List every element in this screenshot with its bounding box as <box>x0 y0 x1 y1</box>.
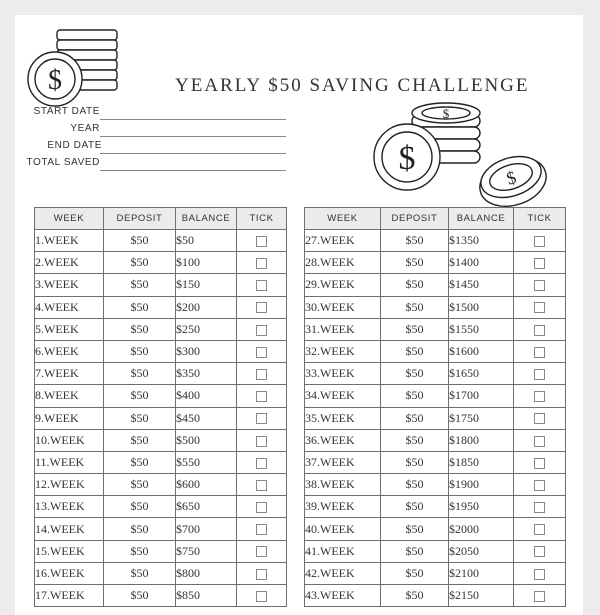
week-cell: 15.WEEK <box>35 540 104 562</box>
balance-cell: $2000 <box>449 518 514 540</box>
balance-cell: $400 <box>176 385 237 407</box>
tick-cell <box>237 407 287 429</box>
week-cell: 2.WEEK <box>35 252 104 274</box>
deposit-cell: $50 <box>381 474 449 496</box>
tick-cell <box>237 496 287 518</box>
tick-cell <box>514 363 566 385</box>
week-cell: 10.WEEK <box>35 429 104 451</box>
balance-cell: $150 <box>176 274 237 296</box>
deposit-cell: $50 <box>104 474 176 496</box>
week-cell: 40.WEEK <box>305 518 381 540</box>
deposit-cell: $50 <box>104 562 176 584</box>
balance-cell: $850 <box>176 585 237 607</box>
tick-cell <box>514 252 566 274</box>
balance-cell: $2100 <box>449 562 514 584</box>
tick-cell <box>237 429 287 451</box>
table-row <box>35 318 287 340</box>
balance-cell: $1850 <box>449 451 514 473</box>
week-cell: 33.WEEK <box>305 363 381 385</box>
deposit-cell: $50 <box>104 585 176 607</box>
table-row <box>35 385 287 407</box>
week-cell: 14.WEEK <box>35 518 104 540</box>
deposit-column-header: DEPOSIT <box>381 208 449 230</box>
deposit-cell: $50 <box>381 562 449 584</box>
table-row <box>305 274 566 296</box>
checkbox-icon[interactable] <box>534 325 545 336</box>
coin-pile-icon <box>370 100 550 210</box>
tick-cell <box>237 585 287 607</box>
start-date-field <box>15 106 100 122</box>
deposit-cell: $50 <box>104 318 176 340</box>
deposit-cell: $50 <box>104 296 176 318</box>
week-cell: 38.WEEK <box>305 474 381 496</box>
savings-table-right <box>304 207 566 607</box>
checkbox-icon[interactable] <box>534 369 545 380</box>
table-row <box>35 230 287 252</box>
balance-cell: $1400 <box>449 252 514 274</box>
table-row <box>35 518 287 540</box>
tick-cell <box>237 274 287 296</box>
checkbox-icon[interactable] <box>534 458 545 469</box>
checkbox-icon[interactable] <box>534 546 545 557</box>
table-header-row <box>305 208 566 230</box>
balance-cell: $750 <box>176 540 237 562</box>
checkbox-icon[interactable] <box>534 524 545 535</box>
tick-cell <box>237 296 287 318</box>
week-cell: 42.WEEK <box>305 562 381 584</box>
year-line[interactable] <box>100 136 286 137</box>
balance-cell: $1500 <box>449 296 514 318</box>
week-cell: 39.WEEK <box>305 496 381 518</box>
savings-sheet <box>15 15 583 615</box>
table-row <box>305 363 566 385</box>
deposit-cell: $50 <box>104 518 176 540</box>
balance-column-header: BALANCE <box>176 208 237 230</box>
deposit-cell: $50 <box>104 363 176 385</box>
deposit-cell: $50 <box>381 274 449 296</box>
checkbox-icon[interactable] <box>256 436 267 447</box>
tick-cell <box>514 385 566 407</box>
balance-cell: $2050 <box>449 540 514 562</box>
balance-cell: $1800 <box>449 429 514 451</box>
checkbox-icon[interactable] <box>256 413 267 424</box>
balance-cell: $600 <box>176 474 237 496</box>
svg-text:$: $ <box>398 140 416 177</box>
total-saved-line[interactable] <box>100 170 286 171</box>
table-row <box>305 496 566 518</box>
balance-cell: $1950 <box>449 496 514 518</box>
tick-column-header: TICK <box>514 208 566 230</box>
tick-cell <box>237 340 287 362</box>
checkbox-icon[interactable] <box>256 524 267 535</box>
deposit-cell: $50 <box>381 318 449 340</box>
balance-cell: $1700 <box>449 385 514 407</box>
checkbox-icon[interactable] <box>256 347 267 358</box>
tick-cell <box>237 252 287 274</box>
table-row <box>305 562 566 584</box>
balance-cell: $100 <box>176 252 237 274</box>
week-cell: 43.WEEK <box>305 585 381 607</box>
table-row <box>35 540 287 562</box>
balance-cell: $1900 <box>449 474 514 496</box>
checkbox-icon[interactable] <box>534 302 545 313</box>
start-date-label: START DATE <box>33 106 100 117</box>
tick-column-header: TICK <box>237 208 287 230</box>
week-cell: 5.WEEK <box>35 318 104 340</box>
tick-cell <box>514 562 566 584</box>
week-cell: 28.WEEK <box>305 252 381 274</box>
deposit-cell: $50 <box>381 230 449 252</box>
table-row <box>305 296 566 318</box>
deposit-cell: $50 <box>104 340 176 362</box>
table-row <box>305 518 566 540</box>
week-cell: 35.WEEK <box>305 407 381 429</box>
tick-cell <box>237 230 287 252</box>
deposit-cell: $50 <box>381 296 449 318</box>
balance-cell: $1650 <box>449 363 514 385</box>
week-cell: 29.WEEK <box>305 274 381 296</box>
balance-cell: $250 <box>176 318 237 340</box>
year-field <box>15 123 100 139</box>
svg-text:$: $ <box>503 167 519 189</box>
checkbox-icon[interactable] <box>534 569 545 580</box>
deposit-cell: $50 <box>381 496 449 518</box>
end-date-label: END DATE <box>47 140 102 151</box>
balance-cell: $1550 <box>449 318 514 340</box>
checkbox-icon[interactable] <box>534 413 545 424</box>
tick-cell <box>237 474 287 496</box>
table-row <box>35 429 287 451</box>
checkbox-icon[interactable] <box>256 546 267 557</box>
balance-cell: $300 <box>176 340 237 362</box>
deposit-column-header: DEPOSIT <box>104 208 176 230</box>
table-row <box>35 252 287 274</box>
week-cell: 7.WEEK <box>35 363 104 385</box>
deposit-cell: $50 <box>381 363 449 385</box>
svg-text:$: $ <box>442 106 450 121</box>
checkbox-icon[interactable] <box>256 369 267 380</box>
deposit-cell: $50 <box>381 407 449 429</box>
week-cell: 32.WEEK <box>305 340 381 362</box>
week-cell: 16.WEEK <box>35 562 104 584</box>
checkbox-icon[interactable] <box>256 280 267 291</box>
week-cell: 11.WEEK <box>35 451 104 473</box>
checkbox-icon[interactable] <box>256 591 267 602</box>
table-row <box>305 318 566 340</box>
table-header-row <box>35 208 287 230</box>
tick-cell <box>237 363 287 385</box>
balance-cell: $2150 <box>449 585 514 607</box>
table-row <box>35 585 287 607</box>
table-row <box>305 385 566 407</box>
checkbox-icon[interactable] <box>534 280 545 291</box>
balance-cell: $550 <box>176 451 237 473</box>
week-cell: 41.WEEK <box>305 540 381 562</box>
table-row <box>35 474 287 496</box>
tick-cell <box>514 451 566 473</box>
deposit-cell: $50 <box>381 451 449 473</box>
end-date-line[interactable] <box>100 153 286 154</box>
tick-cell <box>237 562 287 584</box>
svg-text:$: $ <box>48 65 62 96</box>
week-cell: 9.WEEK <box>35 407 104 429</box>
savings-table-left <box>34 207 287 607</box>
deposit-cell: $50 <box>381 540 449 562</box>
table-row <box>305 407 566 429</box>
week-cell: 37.WEEK <box>305 451 381 473</box>
tick-cell <box>514 274 566 296</box>
table-row <box>35 451 287 473</box>
deposit-cell: $50 <box>104 540 176 562</box>
balance-column-header: BALANCE <box>449 208 514 230</box>
balance-cell: $1350 <box>449 230 514 252</box>
checkbox-icon[interactable] <box>256 302 267 313</box>
deposit-cell: $50 <box>104 252 176 274</box>
coin-stack-icon <box>27 27 137 107</box>
checkbox-icon[interactable] <box>256 325 267 336</box>
table-row <box>35 296 287 318</box>
checkbox-icon[interactable] <box>534 591 545 602</box>
tick-cell <box>514 296 566 318</box>
tick-cell <box>514 407 566 429</box>
week-cell: 3.WEEK <box>35 274 104 296</box>
checkbox-icon[interactable] <box>534 436 545 447</box>
checkbox-icon[interactable] <box>534 480 545 491</box>
table-row <box>35 340 287 362</box>
table-row <box>35 274 287 296</box>
deposit-cell: $50 <box>104 429 176 451</box>
tick-cell <box>514 474 566 496</box>
checkbox-icon[interactable] <box>256 236 267 247</box>
deposit-cell: $50 <box>381 340 449 362</box>
balance-cell: $1450 <box>449 274 514 296</box>
checkbox-icon[interactable] <box>534 258 545 269</box>
page-title: YEARLY $50 SAVING CHALLENGE <box>175 75 530 96</box>
tick-cell <box>514 340 566 362</box>
deposit-cell: $50 <box>104 451 176 473</box>
week-cell: 30.WEEK <box>305 296 381 318</box>
checkbox-icon[interactable] <box>256 569 267 580</box>
checkbox-icon[interactable] <box>256 502 267 513</box>
deposit-cell: $50 <box>381 252 449 274</box>
year-label: YEAR <box>70 123 100 134</box>
table-row <box>305 451 566 473</box>
deposit-cell: $50 <box>104 407 176 429</box>
week-cell: 31.WEEK <box>305 318 381 340</box>
tick-cell <box>514 318 566 340</box>
week-cell: 17.WEEK <box>35 585 104 607</box>
table-row <box>305 429 566 451</box>
week-cell: 6.WEEK <box>35 340 104 362</box>
balance-cell: $1750 <box>449 407 514 429</box>
deposit-cell: $50 <box>104 230 176 252</box>
balance-cell: $350 <box>176 363 237 385</box>
week-cell: 4.WEEK <box>35 296 104 318</box>
table-row <box>35 407 287 429</box>
tick-cell <box>514 585 566 607</box>
deposit-cell: $50 <box>104 496 176 518</box>
tick-cell <box>514 518 566 540</box>
tick-cell <box>237 451 287 473</box>
checkbox-icon[interactable] <box>256 458 267 469</box>
deposit-cell: $50 <box>381 429 449 451</box>
checkbox-icon[interactable] <box>256 258 267 269</box>
checkbox-icon[interactable] <box>256 391 267 402</box>
checkbox-icon[interactable] <box>256 480 267 491</box>
table-row <box>35 363 287 385</box>
week-column-header: WEEK <box>35 208 104 230</box>
start-date-line[interactable] <box>100 119 286 120</box>
balance-cell: $200 <box>176 296 237 318</box>
table-row <box>305 585 566 607</box>
tick-cell <box>237 540 287 562</box>
week-cell: 8.WEEK <box>35 385 104 407</box>
deposit-cell: $50 <box>104 274 176 296</box>
tick-cell <box>514 496 566 518</box>
week-cell: 12.WEEK <box>35 474 104 496</box>
deposit-cell: $50 <box>381 385 449 407</box>
table-row <box>305 474 566 496</box>
week-cell: 13.WEEK <box>35 496 104 518</box>
deposit-cell: $50 <box>381 585 449 607</box>
checkbox-icon[interactable] <box>534 502 545 513</box>
tick-cell <box>237 518 287 540</box>
deposit-cell: $50 <box>104 385 176 407</box>
table-row <box>35 562 287 584</box>
week-cell: 34.WEEK <box>305 385 381 407</box>
tick-cell <box>514 230 566 252</box>
table-row <box>305 340 566 362</box>
table-row <box>305 252 566 274</box>
total-saved-field <box>15 157 100 173</box>
tick-cell <box>237 318 287 340</box>
week-cell: 36.WEEK <box>305 429 381 451</box>
week-column-header: WEEK <box>305 208 381 230</box>
deposit-cell: $50 <box>381 518 449 540</box>
week-cell: 1.WEEK <box>35 230 104 252</box>
balance-cell: $50 <box>176 230 237 252</box>
balance-cell: $650 <box>176 496 237 518</box>
table-row <box>35 496 287 518</box>
balance-cell: $700 <box>176 518 237 540</box>
balance-cell: $1600 <box>449 340 514 362</box>
checkbox-icon[interactable] <box>534 236 545 247</box>
total-saved-label: TOTAL SAVED <box>26 157 100 168</box>
end-date-field <box>15 140 102 156</box>
balance-cell: $450 <box>176 407 237 429</box>
balance-cell: $500 <box>176 429 237 451</box>
checkbox-icon[interactable] <box>534 347 545 358</box>
tick-cell <box>237 385 287 407</box>
tick-cell <box>514 429 566 451</box>
week-cell: 27.WEEK <box>305 230 381 252</box>
table-row <box>305 540 566 562</box>
checkbox-icon[interactable] <box>534 391 545 402</box>
balance-cell: $800 <box>176 562 237 584</box>
tick-cell <box>514 540 566 562</box>
table-row <box>305 230 566 252</box>
